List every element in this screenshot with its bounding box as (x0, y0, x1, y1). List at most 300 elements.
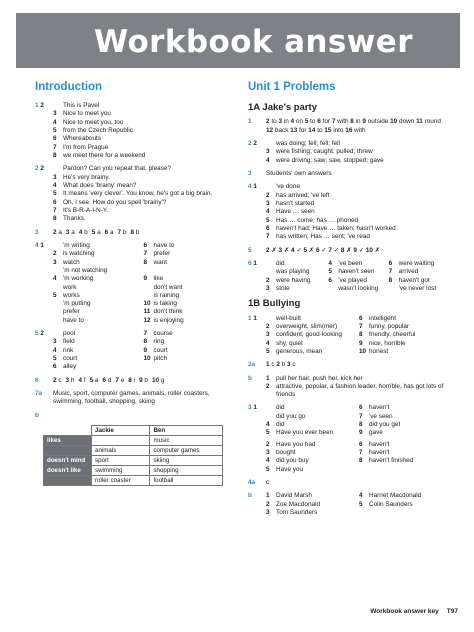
answer-grid (266, 492, 448, 517)
answer-text: have to (63, 316, 84, 324)
table-cell: sport (92, 456, 150, 466)
answer-text: generous, mean (276, 347, 323, 355)
answer-text: pitch (153, 355, 167, 363)
answer-text: This is Pavel (63, 101, 100, 109)
answer-number (328, 285, 338, 293)
answer-text: Have you had (276, 440, 316, 448)
answer-number: 1 (266, 374, 270, 382)
answer-number (53, 308, 63, 316)
answer-number (53, 317, 63, 325)
answer-pair: 9 b (139, 376, 148, 384)
answer-item (266, 375, 448, 383)
answer-number: 5 (359, 500, 363, 508)
answer-text: haven't seen (338, 268, 375, 276)
answer-text: haven't (369, 440, 390, 448)
answer-text: Harriet Macdonald (369, 492, 422, 500)
answer-item (53, 144, 230, 152)
exercise-number: 2 (35, 165, 39, 173)
answer-text: haven't finished (369, 457, 414, 465)
answer-item (266, 183, 448, 191)
answer-item (328, 268, 386, 276)
answer-number: 2 (266, 118, 272, 126)
answer-item (53, 127, 230, 135)
page-number: T97 (446, 608, 458, 615)
answer-text: we meet there for a weekend (63, 151, 146, 159)
answer-item (266, 413, 355, 421)
answer-item (359, 457, 448, 465)
answer-item (53, 284, 140, 292)
answer-word: in (355, 118, 363, 126)
answer-number: 7 (117, 228, 123, 236)
answer-text: haven't (369, 449, 390, 457)
answer-text: is taking (153, 300, 177, 308)
answer-item (266, 315, 355, 323)
answer-text: overweight, slim(mer) (276, 322, 338, 330)
answer-item (144, 330, 231, 338)
answer-text: did you get (369, 421, 401, 429)
answer-number: 5 (266, 216, 270, 224)
answer-text: haven't had; Have … taken; hasn't worked (276, 224, 396, 232)
answer-item (359, 501, 448, 509)
answer-number: 9 (359, 339, 363, 347)
answer-item (144, 275, 231, 283)
answer-number: 15 (324, 126, 334, 134)
row-label: doesn't like (44, 466, 92, 476)
table-header-cell: Ben (150, 426, 223, 436)
answer-item (144, 308, 231, 316)
answer-number: 8 (130, 228, 136, 236)
answer-item (266, 340, 355, 348)
exercise-number: 3 (35, 228, 39, 236)
answer-item (359, 348, 448, 356)
table-row (44, 436, 223, 446)
answer-text: David Marsh (276, 492, 312, 500)
answer-item (359, 323, 448, 331)
section-title-introduction: Introduction (35, 81, 103, 93)
answer-number: 10 (390, 118, 400, 126)
answer-text: have to (153, 241, 175, 249)
answer-word: ✓ (333, 246, 341, 254)
answer-number: 2 (266, 322, 270, 330)
answer-text: Music, sport, computer games, animals, roller coasters, swimming, football, shopping, skiing (53, 390, 210, 406)
table-row (44, 466, 223, 476)
section-title-unit1: Unit 1 Problems (248, 81, 336, 93)
answer-number: 5 (303, 246, 309, 254)
answer-text: 'm not watching (63, 266, 108, 274)
answer-number (266, 268, 276, 276)
answer-word: ✓ (321, 246, 329, 254)
answer-text: Tom Saunders (276, 509, 318, 517)
answer-item (266, 268, 324, 276)
answer-item (144, 259, 231, 267)
answer-number (53, 267, 63, 275)
answer-item (266, 449, 355, 457)
answer-item (389, 285, 448, 293)
answer-item (53, 338, 140, 346)
answer-item (53, 199, 230, 207)
answer-text: funny, popular (369, 322, 410, 330)
likes-table (43, 425, 223, 486)
answer-item (144, 317, 231, 325)
table-cell: music (150, 436, 223, 446)
answer-number: 5 (328, 268, 332, 276)
exercise-2 (248, 140, 448, 165)
answer-number: 9 (143, 346, 148, 354)
exercise-subnumber: 2 (253, 139, 257, 147)
answer-item (266, 277, 324, 285)
answer-number: 3 (65, 228, 72, 236)
answer-number: 2 (266, 382, 270, 390)
answer-number: 8 (359, 421, 363, 429)
answer-grid (53, 330, 230, 372)
answer-word: ✗ (374, 246, 381, 254)
answer-word: on (295, 118, 305, 126)
answer-text (154, 363, 231, 371)
answer-number: 7 (143, 250, 148, 258)
answer-item (359, 441, 448, 449)
answer-number: 6 (317, 118, 323, 126)
answer-number: 4 (290, 246, 297, 254)
answer-word: with (337, 118, 351, 126)
answer-number: 7 (53, 143, 57, 151)
exercise-3 (248, 170, 448, 178)
answer-number: 4 (359, 492, 363, 500)
answer-text: haven't got (398, 276, 430, 284)
answer-number: 7 (388, 268, 393, 276)
answer-item (266, 501, 355, 509)
answer-text: Have you (276, 465, 303, 473)
answer-number: 5 (53, 126, 57, 134)
answer-item (266, 192, 448, 200)
row-label: doesn't mind (44, 456, 92, 466)
answer-item (53, 152, 230, 160)
answer-item (359, 413, 448, 421)
answer-item (53, 355, 140, 363)
answer-item (266, 323, 355, 331)
answer-number: 2 (266, 500, 270, 508)
answer-number: 4 (53, 275, 57, 283)
answer-text: shy, quiet (276, 339, 303, 347)
answer-number: 3 (287, 361, 293, 369)
answer-number: 7 (359, 449, 363, 457)
answer-item (328, 285, 386, 293)
answer-number: 12 (266, 126, 275, 134)
exercise-number: 5 (248, 246, 252, 254)
answer-grid (266, 260, 448, 293)
answer-number: 9 (139, 376, 145, 384)
answer-pair: 7 e (115, 376, 125, 384)
answer-item (359, 331, 448, 339)
answer-item (328, 260, 386, 268)
answer-number (266, 404, 276, 412)
answer-text: 've played (338, 276, 367, 284)
answer-text: were waiting (398, 259, 435, 267)
answer-item (53, 110, 230, 118)
answer-word: ✗ (283, 246, 291, 254)
answer-inline (53, 377, 230, 385)
answer-pair: 4 f (78, 376, 86, 384)
answer-number: 4 (53, 181, 57, 189)
answer-item (144, 300, 231, 308)
answer-item (144, 292, 231, 300)
answer-number: 10 (143, 300, 151, 308)
answer-item (53, 347, 140, 355)
answer-text: did you go (276, 412, 306, 420)
answer-number (53, 330, 63, 338)
answer-item (53, 275, 140, 283)
answer-number: 5 (266, 429, 270, 437)
answer-text: was doing; fell; fell; fell (276, 139, 340, 147)
exercise-subnumber: 1 (40, 241, 44, 249)
answer-number: 5 (91, 228, 98, 236)
answer-item (266, 429, 355, 437)
table-cell: football (150, 476, 223, 486)
exercise-3 (248, 404, 448, 474)
answer-text: 've seen (369, 412, 393, 420)
answer-number (266, 260, 276, 268)
answer-number: 3 (266, 449, 270, 457)
answer-pair: 6 d (102, 376, 112, 384)
answer-number (266, 315, 276, 323)
section-subtitle-1a: 1A Jake's party (248, 101, 317, 113)
answer-word: to (317, 126, 325, 134)
answer-item (144, 267, 231, 275)
answer-item (266, 208, 448, 216)
answer-number: 5 (89, 376, 95, 384)
answer-number: 2 (53, 376, 59, 384)
answer-number: 9 (143, 275, 148, 283)
left-column (35, 80, 230, 486)
answer-number (144, 284, 154, 292)
exercise-number: 4 (35, 241, 39, 249)
answer-text: watch (63, 258, 80, 266)
answer-text: attractive, popular, a fashion leader, horrible, has got lots of friends (276, 382, 444, 399)
answer-item (144, 347, 231, 355)
table-row (44, 456, 223, 466)
exercise-number: 7a (35, 390, 43, 398)
answer-item (266, 217, 448, 225)
answer-text: intelligent (369, 314, 397, 322)
exercise-subnumber: 1 (253, 183, 257, 191)
exercise-2a (248, 361, 448, 369)
answer-number (266, 183, 276, 191)
answer-word: down (399, 118, 417, 126)
exercise-3 (35, 229, 230, 237)
answer-text: 'm writing (63, 241, 90, 249)
answer-number: 1 (266, 361, 272, 369)
answer-text: He's very brainy. (63, 173, 110, 181)
answer-text: is watching (63, 250, 95, 258)
answer-number: 2 (53, 250, 57, 258)
exercise-subnumber: 1 (253, 259, 257, 267)
answer-number: 8 (340, 246, 347, 254)
answer-word: into (333, 126, 346, 134)
answer-text: from the Czech Republic (63, 126, 133, 134)
answer-grid (266, 441, 448, 474)
answer-text: Colin Saunders (369, 500, 413, 508)
answer-number (144, 363, 154, 371)
answer-text: Have you ever been (276, 429, 334, 437)
answer-text: don't think (153, 308, 183, 316)
answer-inline (266, 118, 448, 135)
answer-word: round (424, 118, 441, 126)
answer-text: Have … seen (276, 208, 315, 216)
answer-text: I'm from Prague (63, 143, 109, 151)
answer-word: c (292, 361, 296, 369)
answer-text: nice, horrible (369, 339, 406, 347)
answer-number: 10 (365, 246, 375, 254)
answer-text: Zoe Macdonald (276, 500, 321, 508)
answer-text: did (276, 404, 285, 412)
answer-text (369, 466, 448, 474)
answer-number: 3 (53, 258, 57, 266)
exercise-number: 5 (35, 330, 39, 338)
answer-item (359, 421, 448, 429)
answer-item (144, 363, 231, 371)
answer-item (53, 207, 230, 215)
answer-item (359, 340, 448, 348)
exercise-5 (248, 247, 448, 255)
answer-number: 3 (53, 338, 57, 346)
answer-number: 8 (143, 258, 148, 266)
exercise-2 (35, 165, 230, 223)
answer-text: It means 'very clever'. You know, he's got a big brain. (63, 190, 213, 198)
answer-inline (53, 229, 230, 237)
answer-text: Students' own answers (266, 169, 332, 177)
answer-text: did (276, 421, 285, 429)
table-cell: swimming (92, 466, 150, 476)
answer-text: gave (369, 429, 383, 437)
answer-number: 11 (143, 308, 151, 316)
answer-text: pull her hair, push her, kick her (276, 374, 363, 382)
answer-item (53, 292, 140, 300)
answer-pair: 3 h (65, 376, 75, 384)
exercise-4 (35, 242, 230, 325)
answer-text: work (63, 283, 77, 291)
answer-item (53, 165, 230, 173)
answer-text: What does 'brainy' mean? (63, 181, 137, 189)
answer-number: 8 (388, 276, 393, 284)
answer-number: 6 (315, 246, 322, 254)
exercise-subnumber: 1 (253, 314, 257, 322)
answer-text: hasn't started (276, 199, 315, 207)
answer-text: Whereabouts (63, 135, 102, 143)
answer-word: for (322, 118, 332, 126)
exercise-4a (248, 479, 448, 487)
exercise-number: 3 (248, 404, 252, 412)
answer-number: 7 (359, 322, 363, 330)
exercise-number: 3 (248, 169, 252, 177)
exercise-number: 2 (248, 139, 252, 147)
answer-text: 'm putting (63, 300, 91, 308)
exercise-4b (248, 492, 448, 517)
exercise-4 (248, 183, 448, 241)
answer-number: 7 (143, 330, 148, 338)
answer-text: don't want (153, 283, 183, 291)
answer-number: 4 (78, 228, 85, 236)
exercise-6 (248, 260, 448, 293)
answer-number: 11 (416, 118, 425, 126)
answer-number: 4 (266, 421, 270, 429)
answer-number: 6 (359, 404, 363, 412)
answer-text: c (266, 479, 270, 487)
answer-text: arrived (398, 268, 419, 276)
exercise-number: b (248, 374, 252, 382)
answer-number: 2 (266, 246, 272, 254)
exercise-subnumber: 2 (40, 101, 44, 109)
answer-word: with (354, 126, 366, 134)
answer-number: 3 (266, 284, 270, 292)
answer-word: ✓ (358, 246, 366, 254)
answer-item (266, 200, 448, 208)
answer-pair: 7 b (117, 228, 127, 236)
answer-inline (266, 247, 448, 255)
answer-pair: 8 b (130, 228, 140, 236)
answer-number: 8 (53, 151, 57, 159)
page-footer (370, 608, 458, 616)
answer-number: 2 (266, 440, 270, 448)
answer-item (266, 285, 324, 293)
table-cell: animals (92, 446, 150, 456)
answer-number: 6 (359, 314, 363, 322)
answer-number: 6 (388, 259, 393, 267)
exercise-number: b (35, 411, 39, 419)
answer-number: 1 (266, 492, 270, 500)
answer-text (154, 267, 231, 275)
answer-text: has written; Has … sent; 've read (276, 233, 370, 241)
answer-text: were driving; saw; saw, stopped; gave (276, 156, 384, 164)
answer-number: 10 (143, 355, 151, 363)
answer-item (389, 260, 448, 268)
table-cell: computer games (150, 446, 223, 456)
table-header-row (44, 426, 223, 436)
answer-item (266, 457, 355, 465)
answer-item (144, 242, 231, 250)
answer-number: 2 (266, 191, 270, 199)
answer-item (266, 421, 355, 429)
answer-number: 5 (53, 190, 57, 198)
answer-word: to (271, 118, 279, 126)
answer-item (53, 102, 230, 110)
exercise-7b (35, 412, 230, 420)
answer-item (53, 259, 140, 267)
answer-pair: 5 a (91, 228, 101, 236)
answer-number (144, 292, 154, 300)
exercise-number: 2a (248, 361, 256, 369)
answer-number: 4 (290, 118, 296, 126)
answer-item (359, 315, 448, 323)
answer-number: 3 (278, 246, 284, 254)
exercise-number: 1 (35, 101, 39, 109)
answer-number: 7 (328, 246, 334, 254)
answer-item (266, 383, 448, 400)
answer-number: 4 (266, 457, 270, 465)
answer-text: Oh, I see. How do you spell 'brainy'? (63, 198, 167, 206)
answer-item (53, 317, 140, 325)
exercise-number: 1 (248, 314, 252, 322)
answer-number: 8 (128, 376, 134, 384)
answer-number: 8 (350, 118, 356, 126)
answer-number: 16 (345, 126, 355, 134)
answer-number: 8 (359, 331, 363, 339)
answer-number: 6 (143, 241, 148, 249)
answer-item (53, 215, 230, 223)
answer-pair: 10 g (151, 376, 165, 384)
answer-pair: 5 a (89, 376, 99, 384)
answer-number: 8 (359, 457, 363, 465)
answer-word: ✗ (308, 246, 316, 254)
answer-word: back (274, 126, 291, 134)
